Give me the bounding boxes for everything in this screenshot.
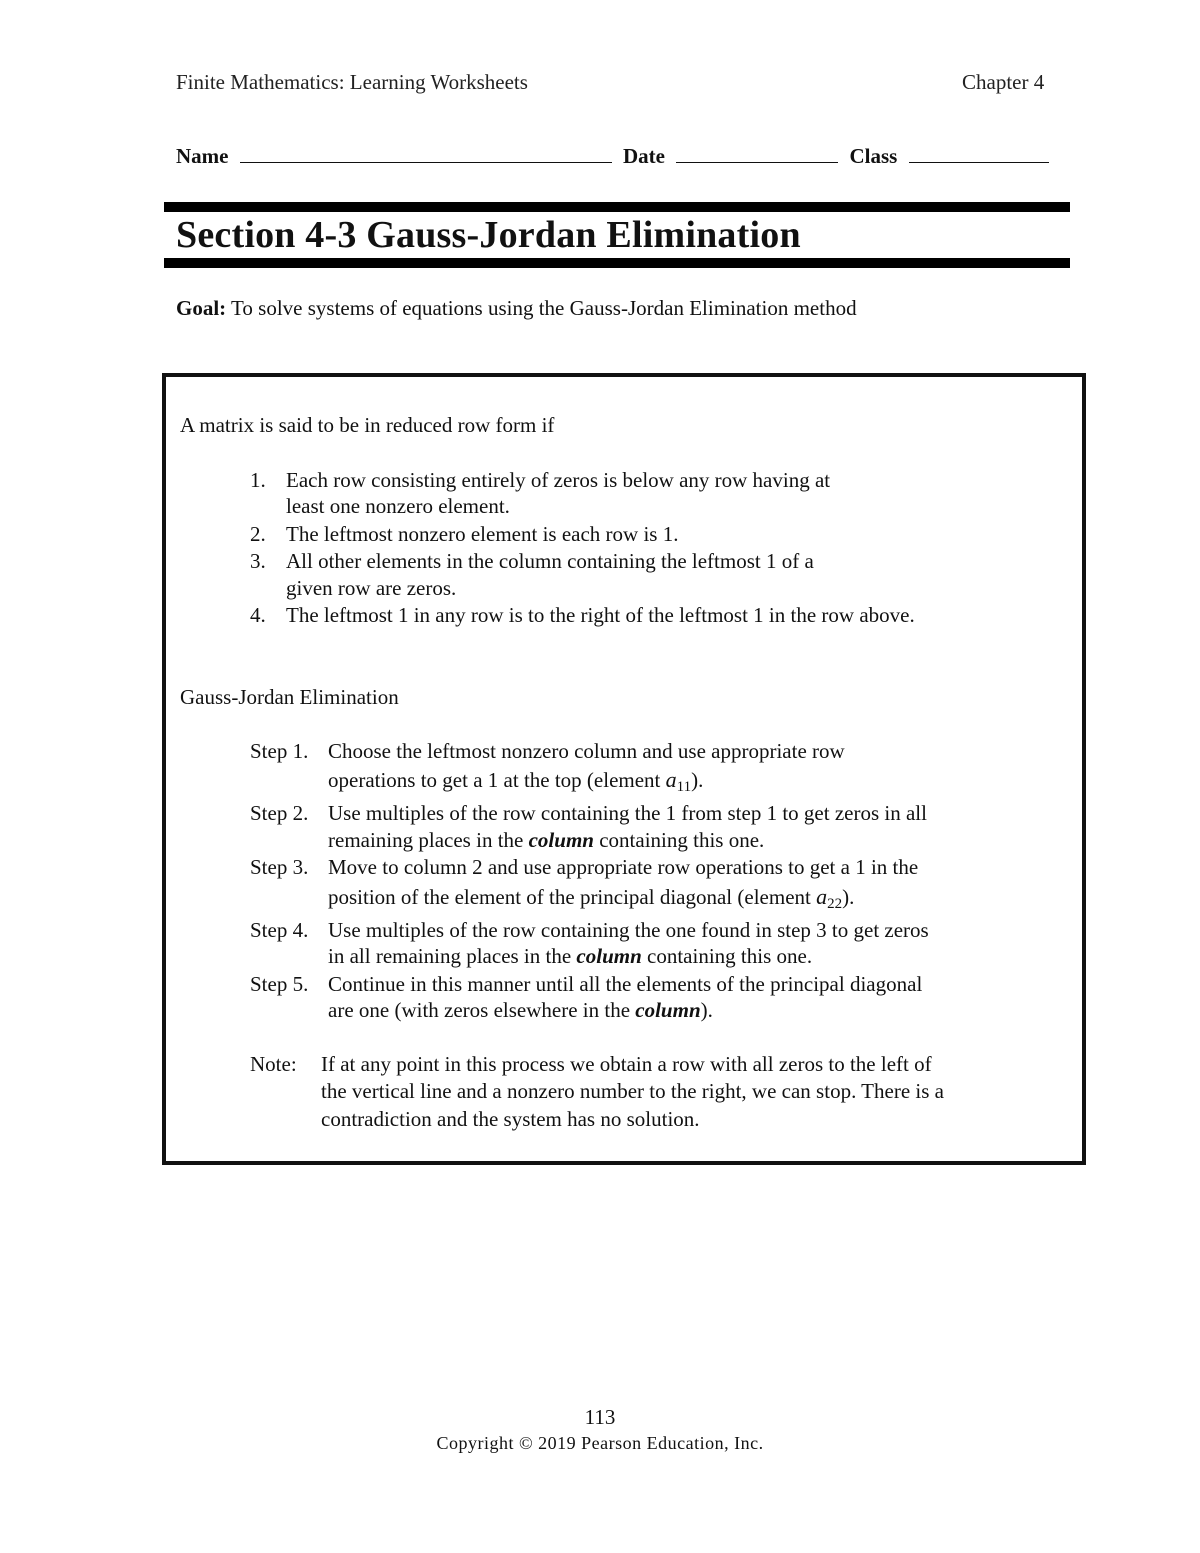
- step-1-element-sub: 11: [676, 779, 692, 795]
- step-2-line-2-post: containing this one.: [593, 828, 765, 852]
- step-4-label: Step 4.: [250, 918, 309, 942]
- student-info-fields: [176, 142, 1055, 169]
- step-1-line-2: [328, 766, 703, 797]
- step-5-line-2-pre: are one (with zeros elsewhere in the: [328, 998, 636, 1022]
- step-1-line-2-pre: operations to get a 1 at the top (element: [328, 768, 666, 792]
- condition-1-line-1: Each row consisting entirely of zeros is below any row having at: [286, 468, 831, 492]
- step-5-label: Step 5.: [250, 972, 309, 996]
- gauss-jordan-heading: Gauss-Jordan Elimination: [180, 685, 399, 709]
- step-3-line-2: [328, 883, 854, 914]
- name-blank[interactable]: [240, 142, 612, 163]
- note-line-3: contradiction and the system has no solution.: [321, 1107, 700, 1131]
- box-intro: A matrix is said to be in reduced row form if: [180, 413, 555, 437]
- page-number: 113: [584, 1405, 616, 1429]
- step-2-line-1: Use multiples of the row containing the 1 from step 1 to get zeros in all: [328, 801, 927, 825]
- condition-2-line-1: The leftmost nonzero element is each row is 1.: [286, 522, 679, 546]
- goal-statement: [176, 296, 857, 321]
- condition-3-number: 3.: [250, 549, 266, 573]
- step-2-line-2: [328, 827, 764, 854]
- class-label: Class: [849, 144, 898, 168]
- condition-4-line-1: The leftmost 1 in any row is to the right of the leftmost 1 in the row above.: [286, 603, 915, 627]
- step-4-line-2-post: containing this one.: [641, 944, 813, 968]
- step-3-line-1: Move to column 2 and use appropriate row operations to get a 1 in the: [328, 855, 919, 879]
- step-4-line-2: [328, 943, 812, 970]
- note-line-1: If at any point in this process we obtain a row with all zeros to the left of: [321, 1052, 932, 1076]
- step-5-line-2-post: ).: [700, 998, 713, 1022]
- step-3-label: Step 3.: [250, 855, 309, 879]
- date-blank[interactable]: [676, 142, 838, 163]
- step-3-element-sub: 22: [827, 896, 843, 912]
- goal-label: Goal:: [176, 296, 227, 320]
- step-3-line-2-post: ).: [842, 885, 855, 909]
- step-5-keyword: column: [635, 998, 701, 1022]
- note-label: Note:: [250, 1052, 297, 1076]
- class-blank[interactable]: [909, 142, 1049, 163]
- step-4-line-2-pre: in all remaining places in the: [328, 944, 577, 968]
- condition-2-number: 2.: [250, 522, 266, 546]
- step-1-line-2-post: ).: [691, 768, 704, 792]
- step-4-keyword: column: [576, 944, 642, 968]
- condition-4-number: 4.: [250, 603, 266, 627]
- condition-1-number: 1.: [250, 468, 266, 492]
- section-title: Section 4-3 Gauss-Jordan Elimination: [176, 214, 801, 256]
- step-5-line-2: [328, 997, 713, 1024]
- title-rule-top: [164, 202, 1070, 212]
- step-1-label: Step 1.: [250, 739, 309, 763]
- step-5-line-1: Continue in this manner until all the elements of the principal diagonal: [328, 972, 923, 996]
- step-2-label: Step 2.: [250, 801, 309, 825]
- copyright-notice: Copyright © 2019 Pearson Education, Inc.: [436, 1433, 764, 1453]
- step-3-line-2-pre: position of the element of the principal diagonal (element: [328, 885, 817, 909]
- step-4-line-1: Use multiples of the row containing the one found in step 3 to get zeros: [328, 918, 929, 942]
- goal-text: To solve systems of equations using the Gauss-Jordan Elimination method: [231, 296, 857, 320]
- title-rule-bottom: [164, 258, 1070, 268]
- name-label: Name: [176, 144, 229, 168]
- book-title: Finite Mathematics: Learning Worksheets: [176, 70, 528, 94]
- step-2-line-2-pre: remaining places in the: [328, 828, 529, 852]
- step-3-element-var: a: [816, 884, 828, 909]
- note-line-2: the vertical line and a nonzero number to the right, we can stop. There is a: [321, 1079, 944, 1103]
- condition-3-line-2: given row are zeros.: [286, 576, 457, 600]
- step-2-keyword: column: [528, 828, 594, 852]
- date-label: Date: [622, 144, 665, 168]
- condition-1-line-2: least one nonzero element.: [286, 494, 510, 518]
- condition-3-line-1: All other elements in the column containing the leftmost 1 of a: [286, 549, 814, 573]
- chapter-label: Chapter 4: [962, 70, 1045, 94]
- step-1-element-var: a: [665, 767, 677, 792]
- step-1-line-1: Choose the leftmost nonzero column and use appropriate row: [328, 739, 845, 763]
